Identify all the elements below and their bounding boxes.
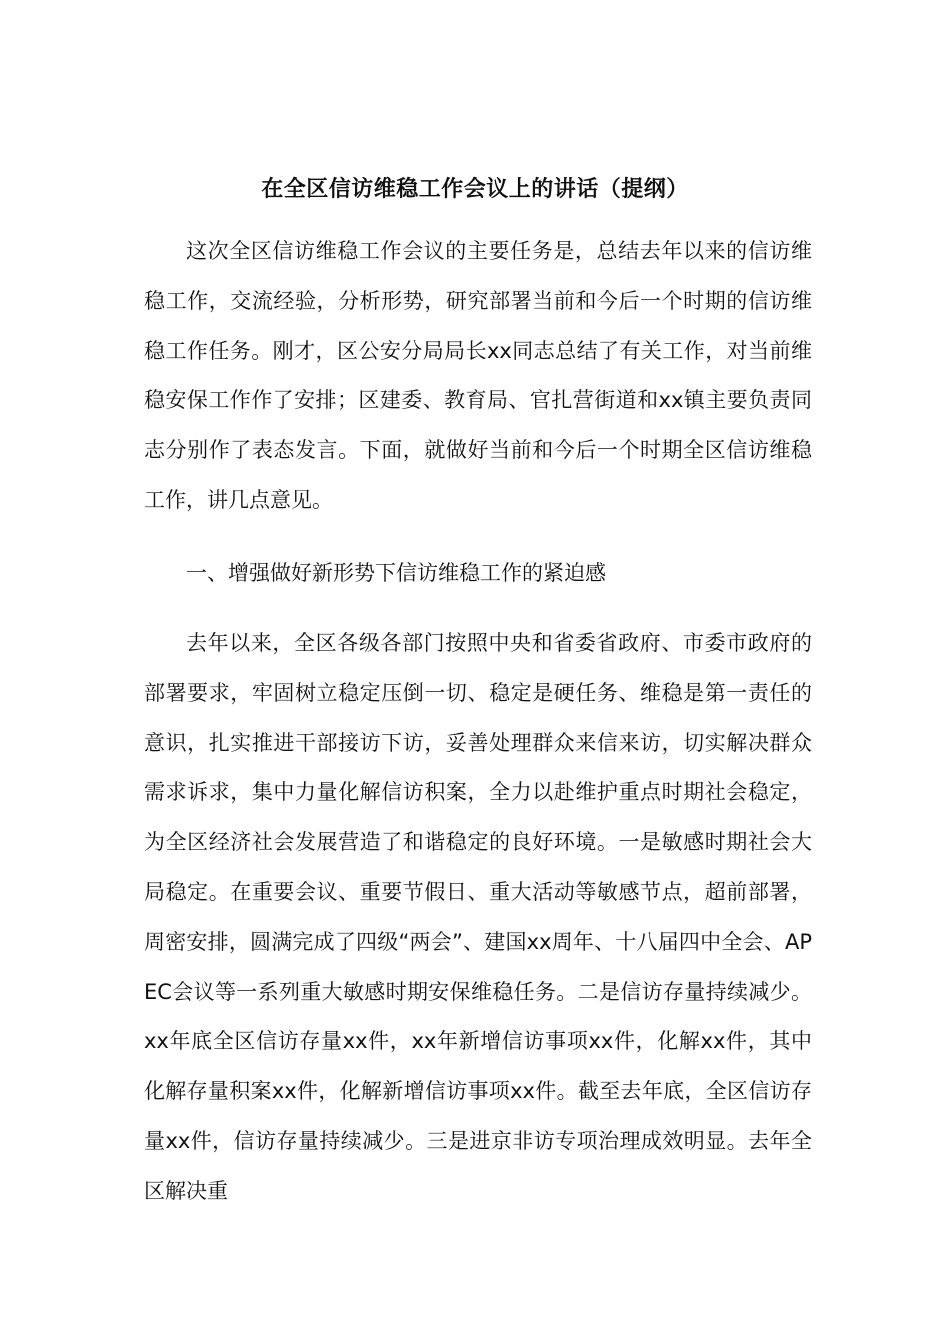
intro-paragraph: 这次全区信访维稳工作会议的主要任务是，总结去年以来的信访维稳工作，交流经验，分析形势，研究部署当前和今后一个时期的信访维稳工作任务。刚才，区公安分局局长xx同志总结了有关工作，对当前维稳安保工作作了安排；区建委、教育局、官扎营街道和xx镇主要负责同志分别作了表态发言。下面，就做好当前和今后一个时期全区信访维稳工作，讲几点意见。	[144, 239, 812, 512]
section-1-heading: 一、增强做好新形势下信访维稳工作的紧迫感	[186, 561, 606, 585]
section-1-paragraph: 去年以来，全区各级各部门按照中央和省委省政府、市委市政府的部署要求，牢固树立稳定压倒一切、稳定是硬任务、维稳是第一责任的意识，扎实推进干部接访下访，妥善处理群众来信来访，切实解决群众需求诉求，集中力量化解信访积案，全力以赴维护重点时期社会稳定，为全区经济社会发展营造了和谐稳定的良好环境。一是敏感时期社会大局稳定。在重要会议、重要节假日、重大活动等敏感节点，超前部署，周密安排，圆满完成了四级“两会”、建国xx周年、十八届四中全会、APEC会议等一系列重大敏感时期安保维稳任务。二是信访存量持续减少。xx年底全区信访存量xx件，xx年新增信访事项xx件，化解xx件，其中化解存量积案xx件，化解新增信访事项xx件。截至去年底，全区信访存量xx件，信访存量持续减少。三是进京非访专项治理成效明显。去年全区解决重	[144, 631, 812, 1203]
document-title: 在全区信访维稳工作会议上的讲话（提纲）	[261, 176, 689, 202]
